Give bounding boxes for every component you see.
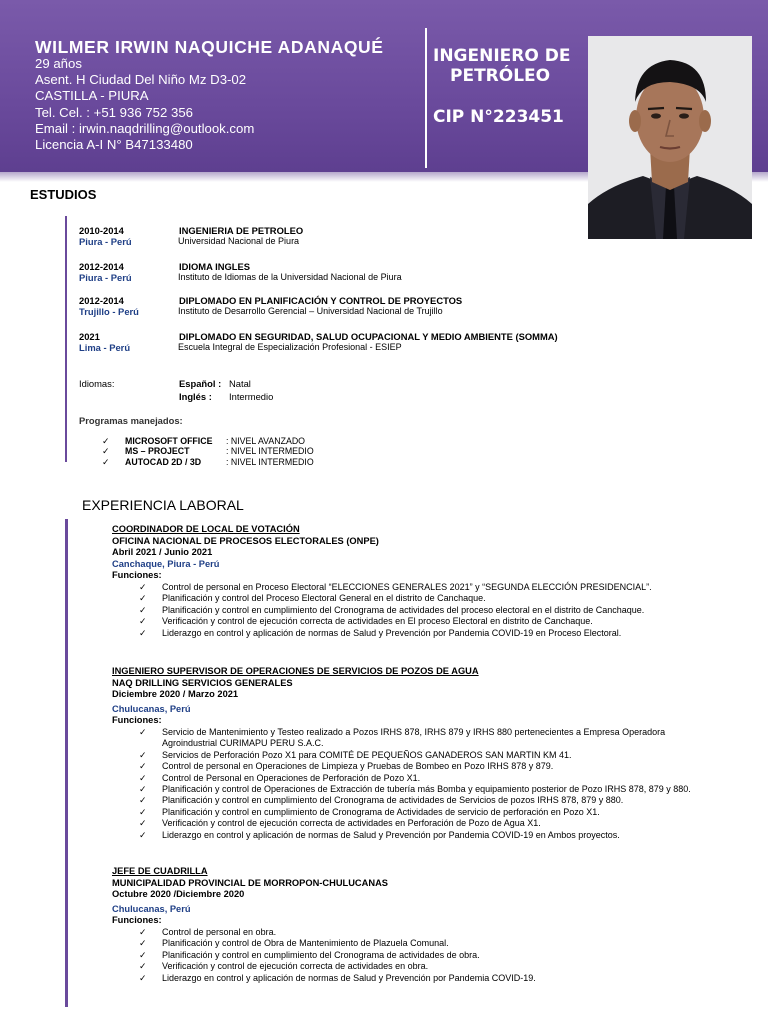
job-task: Control de personal en obra. bbox=[162, 926, 277, 937]
contact-license: Licencia A-I N° B47133480 bbox=[35, 137, 193, 153]
list-item bbox=[112, 807, 712, 818]
check-icon: ✓ bbox=[139, 616, 147, 627]
profile-photo-illustration bbox=[588, 36, 752, 239]
job-task: Planificación y control en cumplimiento del Cronograma de actividades del proceso electoral en el distrito de Canchaque. bbox=[162, 604, 645, 615]
job-functions-label: Funciones: bbox=[112, 570, 162, 581]
languages-label: Idiomas: bbox=[79, 378, 115, 389]
study-title: DIPLOMADO EN SEGURIDAD, SALUD OCUPACIONAL Y MEDIO AMBIENTE (SOMMA) bbox=[179, 331, 558, 342]
study-title: IDIOMA INGLES bbox=[179, 261, 251, 272]
check-icon: ✓ bbox=[139, 761, 147, 772]
study-institution: Universidad Nacional de Piura bbox=[178, 236, 300, 246]
candidate-name: WILMER IRWIN NAQUICHE ADANAQUÉ bbox=[35, 37, 384, 57]
check-icon: ✓ bbox=[102, 457, 110, 467]
job-task: Liderazgo en control y aplicación de normas de Salud y Prevención por Pandemia COVID-19. bbox=[162, 972, 536, 983]
list-item bbox=[112, 818, 712, 829]
list-item bbox=[112, 830, 712, 841]
job-task: Control de personal en Proceso Electoral “ELECCIONES GENERALES 2021” y “SEGUNDA ELECCIÓN PRESIDENCIAL”. bbox=[162, 581, 652, 592]
job-task: Liderazgo en control y aplicación de normas de Salud y Prevención por Pandemia COVID-19 en Ambos proyectos. bbox=[162, 829, 620, 840]
job-entry bbox=[112, 666, 712, 841]
check-icon: ✓ bbox=[139, 926, 147, 937]
check-icon: ✓ bbox=[139, 593, 147, 604]
job-role: INGENIERO SUPERVISOR DE OPERACIONES DE SERVICIOS DE POZOS DE AGUA bbox=[112, 666, 479, 676]
job-task-list bbox=[112, 582, 712, 639]
job-organization: MUNICIPALIDAD PROVINCIAL DE MORROPON-CHULUCANAS bbox=[112, 877, 388, 888]
list-item bbox=[112, 961, 712, 972]
program-level: : NIVEL INTERMEDIO bbox=[226, 457, 314, 467]
check-icon: ✓ bbox=[139, 604, 147, 615]
list-item bbox=[112, 784, 712, 795]
study-years: 2012-2014 bbox=[79, 261, 124, 272]
studies-accent-bar bbox=[65, 216, 67, 462]
profile-photo bbox=[588, 36, 752, 239]
study-institution: Instituto de Desarrollo Gerencial – Universidad Nacional de Trujillo bbox=[178, 306, 443, 316]
list-item bbox=[112, 950, 712, 961]
list-item bbox=[112, 628, 712, 639]
header-divider bbox=[425, 28, 427, 168]
list-item bbox=[112, 938, 712, 949]
study-location: Piura - Perú bbox=[79, 236, 132, 247]
check-icon: ✓ bbox=[139, 806, 147, 817]
study-location: Trujillo - Perú bbox=[79, 306, 139, 317]
study-title: INGENIERIA DE PETROLEO bbox=[179, 225, 304, 236]
job-task-list bbox=[112, 727, 712, 841]
job-task: Planificación y control de Operaciones de Extracción de tubería más Bomba y equipamiento posterior de Pozo IRHS 878, 879 y 880. bbox=[162, 784, 691, 794]
check-icon: ✓ bbox=[139, 961, 147, 972]
job-task: Verificación y control de ejecución correcta de actividades en El proceso Electoral en distrito de Canchaque. bbox=[162, 616, 593, 627]
check-icon: ✓ bbox=[139, 949, 147, 960]
job-task: Planificación y control en cumplimiento del Cronograma de actividades de obra. bbox=[162, 949, 480, 960]
check-icon: ✓ bbox=[102, 446, 110, 456]
job-location: Chulucanas, Perú bbox=[112, 703, 191, 714]
list-item bbox=[112, 973, 712, 984]
check-icon: ✓ bbox=[139, 726, 147, 737]
check-icon: ✓ bbox=[139, 749, 147, 760]
check-icon: ✓ bbox=[139, 795, 147, 806]
job-entry bbox=[112, 866, 712, 984]
experience-title: EXPERIENCIA LABORAL bbox=[82, 497, 244, 513]
study-institution: Escuela Integral de Especialización Profesional - ESIEP bbox=[178, 342, 402, 352]
list-item bbox=[112, 727, 712, 750]
contact-info bbox=[35, 56, 254, 153]
language-level: Natal bbox=[229, 378, 251, 389]
list-item bbox=[112, 582, 712, 593]
profession-line-1: INGENIERO DE bbox=[433, 46, 571, 66]
job-task: Planificación y control del Proceso Electoral General en el distrito de Canchaque. bbox=[162, 593, 486, 604]
job-task: Verificación y control de ejecución correcta de actividades en obra. bbox=[162, 961, 429, 972]
program-level: : NIVEL INTERMEDIO bbox=[226, 446, 314, 456]
check-icon: ✓ bbox=[139, 938, 147, 949]
list-item bbox=[112, 773, 712, 784]
job-functions-label: Funciones: bbox=[112, 915, 162, 926]
program-name: MICROSOFT OFFICE bbox=[125, 436, 213, 446]
job-task: Verificación y control de ejecución correcta de actividades en Perforación de Pozo de Agua X1. bbox=[162, 818, 541, 829]
job-role: COORDINADOR DE LOCAL DE VOTACIÓN bbox=[112, 524, 300, 534]
program-level: : NIVEL AVANZADO bbox=[226, 436, 306, 446]
profession-title bbox=[433, 46, 570, 86]
check-icon: ✓ bbox=[139, 972, 147, 983]
contact-phone: Tel. Cel. : +51 936 752 356 bbox=[35, 104, 193, 120]
language-name: Inglés : bbox=[179, 391, 212, 402]
list-item bbox=[112, 761, 712, 772]
list-item bbox=[112, 795, 712, 806]
list-item bbox=[112, 593, 712, 604]
job-task: Planificación y control en cumplimiento del Cronograma de actividades de Servicios de pozos IRHS 878, 879 y 880. bbox=[162, 795, 624, 806]
job-location: Canchaque, Piura - Perú bbox=[112, 558, 220, 569]
job-date: Abril 2021 / Junio 2021 bbox=[112, 547, 213, 558]
study-location: Piura - Perú bbox=[79, 272, 132, 283]
job-task: Servicios de Perforación Pozo X1 para COMITÉ DE PEQUEÑOS GANADEROS SAN MARTIN KM 41. bbox=[162, 749, 572, 760]
job-task-list bbox=[112, 927, 712, 984]
study-years: 2010-2014 bbox=[79, 225, 124, 236]
job-task: Planificación y control de Obra de Mantenimiento de Plazuela Comunal. bbox=[162, 938, 449, 949]
job-role: JEFE DE CUADRILLA bbox=[112, 866, 208, 876]
programs-label: Programas manejados: bbox=[79, 415, 183, 426]
study-location: Lima - Perú bbox=[79, 342, 131, 353]
language-name: Español : bbox=[179, 378, 222, 389]
contact-address: Asent. H Ciudad Del Niño Mz D3-02 bbox=[35, 72, 247, 88]
program-name: AUTOCAD 2D / 3D bbox=[125, 457, 202, 467]
job-organization: OFICINA NACIONAL DE PROCESOS ELECTORALES (ONPE) bbox=[112, 535, 379, 546]
job-date: Octubre 2020 /Diciembre 2020 bbox=[112, 889, 245, 900]
language-level: Intermedio bbox=[229, 391, 274, 402]
list-item bbox=[112, 605, 712, 616]
studies-title: ESTUDIOS bbox=[30, 187, 97, 202]
job-organization: NAQ DRILLING SERVICIOS GENERALES bbox=[112, 677, 293, 688]
list-item bbox=[112, 750, 712, 761]
check-icon: ✓ bbox=[139, 829, 147, 840]
check-icon: ✓ bbox=[139, 772, 147, 783]
job-date: Diciembre 2020 / Marzo 2021 bbox=[112, 689, 239, 700]
job-task: Servicio de Mantenimiento y Testeo realizado a Pozos IRHS 878, IRHS 879 y IRHS 880 pertenecientes a Empresa Operadora Agroindustrial CURIMAPU PERU S.A.C. bbox=[162, 726, 666, 749]
job-task: Liderazgo en control y aplicación de normas de Salud y Prevención por Pandemia COVID-19 en Proceso Electoral. bbox=[162, 627, 622, 638]
job-entry bbox=[112, 524, 712, 639]
cip-number: CIP N°223451 bbox=[433, 107, 564, 127]
study-years: 2012-2014 bbox=[79, 295, 124, 306]
job-task: Control de Personal en Operaciones de Perforación de Pozo X1. bbox=[162, 772, 421, 783]
check-icon: ✓ bbox=[139, 581, 147, 592]
list-item bbox=[112, 927, 712, 938]
contact-city: CASTILLA - PIURA bbox=[35, 88, 149, 104]
study-years: 2021 bbox=[79, 331, 100, 342]
study-institution: Instituto de Idiomas de la Universidad Nacional de Piura bbox=[178, 272, 402, 282]
experience-accent-bar bbox=[65, 519, 68, 1007]
contact-age: 29 años bbox=[35, 56, 82, 71]
job-task: Control de personal en Operaciones de Limpieza y Pruebas de Bombeo en Pozo IRHS 878 y 879. bbox=[162, 761, 554, 772]
list-item bbox=[112, 616, 712, 627]
profession-line-2: PETRÓLEO bbox=[450, 66, 551, 86]
program-name: MS – PROJECT bbox=[125, 446, 190, 456]
job-task: Planificación y control en cumplimiento de Cronograma de Actividades de servicio de perforación en Pozo X1. bbox=[162, 806, 600, 817]
check-icon: ✓ bbox=[139, 627, 147, 638]
check-icon: ✓ bbox=[102, 436, 110, 446]
job-functions-label: Funciones: bbox=[112, 715, 162, 726]
job-location: Chulucanas, Perú bbox=[112, 903, 191, 914]
study-title: DIPLOMADO EN PLANIFICACIÓN Y CONTROL DE PROYECTOS bbox=[179, 295, 463, 306]
contact-email: Email : irwin.naqdrilling@outlook.com bbox=[35, 120, 255, 136]
check-icon: ✓ bbox=[139, 784, 147, 794]
check-icon: ✓ bbox=[139, 818, 147, 829]
